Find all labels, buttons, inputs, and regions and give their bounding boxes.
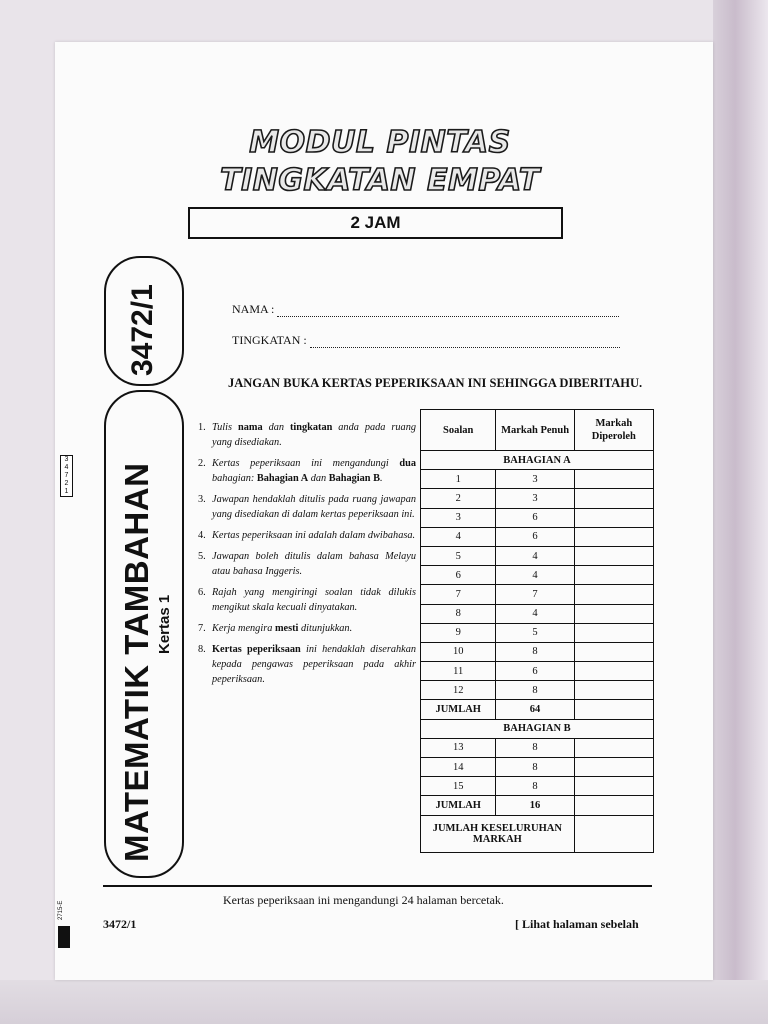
print-code: 2715-E	[58, 900, 64, 920]
paper-code-panel	[104, 256, 184, 386]
question-number: 1	[421, 470, 496, 489]
marks-obtained[interactable]	[574, 604, 653, 623]
duration-box: 2 JAM	[188, 207, 563, 239]
full-marks: 4	[496, 604, 574, 623]
marks-obtained[interactable]	[574, 796, 653, 815]
full-marks: 7	[496, 585, 574, 604]
table-row	[421, 642, 654, 661]
full-marks: 5	[496, 623, 574, 642]
instruction-text: Kertas peperiksaan ini adalah dalam dwibahasa.	[212, 530, 416, 541]
section-a-label: BAHAGIAN A	[421, 451, 654, 470]
table-row	[421, 738, 654, 757]
grand-total-obtained[interactable]	[574, 815, 653, 852]
table-row	[421, 758, 654, 777]
instruction-text: Tulis nama dan tingkatan anda pada ruang yang disediakan.	[212, 422, 416, 448]
marks-obtained[interactable]	[574, 508, 653, 527]
question-number: 6	[421, 566, 496, 585]
name-label: NAMA :	[232, 302, 275, 316]
instruction-number: 6.	[198, 587, 206, 598]
class-label: TINGKATAN :	[232, 333, 307, 347]
marks-obtained[interactable]	[574, 489, 653, 508]
subject-panel	[104, 390, 184, 878]
question-number: 10	[421, 642, 496, 661]
full-marks: 8	[496, 642, 574, 661]
marks-obtained[interactable]	[574, 681, 653, 700]
instruction-text: Jawapan boleh ditulis dalam bahasa Melayu atau bahasa Inggeris.	[212, 551, 416, 577]
full-marks: 6	[496, 662, 574, 681]
page-count-note: Kertas peperiksaan ini mengandungi 24 halaman bercetak.	[223, 893, 504, 907]
instruction-text: Jawapan hendaklah ditulis pada ruang jawapan yang disediakan di dalam kertas peperiksaan ini.	[212, 494, 416, 520]
next-page-note: [ Lihat halaman sebelah	[515, 917, 639, 931]
table-row	[421, 546, 654, 565]
full-marks: 4	[496, 566, 574, 585]
instruction-number: 7.	[198, 623, 206, 634]
instruction-item	[198, 549, 416, 579]
full-marks: 8	[496, 777, 574, 796]
question-number: 11	[421, 662, 496, 681]
side-code-char: 4	[64, 464, 69, 471]
full-marks: 6	[496, 508, 574, 527]
instruction-text: Kertas peperiksaan ini hendaklah diserahkan kepada pengawas peperiksaan pada akhir peperiksaan.	[212, 644, 417, 685]
question-number: 7	[421, 585, 496, 604]
full-marks: 8	[496, 738, 574, 757]
instruction-text: Rajah yang mengiringi soalan tidak dilukis mengikut skala kecuali dinyatakan.	[212, 587, 416, 613]
instruction-item	[198, 420, 416, 450]
instruction-number: 4.	[198, 530, 206, 541]
total-b: 16	[496, 796, 574, 815]
instruction-item	[198, 492, 416, 522]
instruction-item	[198, 585, 416, 615]
paper-number-vertical: Kertas 1	[156, 594, 173, 654]
table-row	[421, 585, 654, 604]
background-edge	[713, 0, 768, 1024]
instructions-list	[198, 420, 416, 693]
question-number: 3	[421, 508, 496, 527]
question-number: 13	[421, 738, 496, 757]
header-markah-diperoleh: Markah Diperoleh	[574, 410, 653, 451]
footer-rule	[103, 885, 652, 887]
marks-table	[420, 409, 654, 853]
full-marks: 3	[496, 489, 574, 508]
table-row	[421, 508, 654, 527]
marks-obtained[interactable]	[574, 527, 653, 546]
marks-obtained[interactable]	[574, 738, 653, 757]
side-code-char: 3	[64, 456, 69, 463]
section-a-row	[421, 451, 654, 470]
table-row	[421, 489, 654, 508]
grand-total-row	[421, 815, 654, 852]
class-field[interactable]	[232, 333, 620, 348]
background-bottom	[0, 980, 768, 1024]
marks-obtained[interactable]	[574, 758, 653, 777]
marks-obtained[interactable]	[574, 566, 653, 585]
instruction-number: 5.	[198, 551, 206, 562]
instruction-item	[198, 456, 416, 486]
full-marks: 4	[496, 546, 574, 565]
barcode-mark	[58, 926, 70, 948]
instruction-item	[198, 621, 416, 636]
instruction-number: 3.	[198, 494, 206, 505]
table-row	[421, 604, 654, 623]
total-a: 64	[496, 700, 574, 719]
title-line-1: MODUL PINTAS	[249, 125, 511, 160]
table-row	[421, 566, 654, 585]
question-number: 2	[421, 489, 496, 508]
marks-obtained[interactable]	[574, 623, 653, 642]
subject-vertical: MATEMATIK TAMBAHAN	[118, 462, 155, 862]
header-markah-penuh: Markah Penuh	[496, 410, 574, 451]
table-row	[421, 527, 654, 546]
table-row	[421, 681, 654, 700]
table-row	[421, 623, 654, 642]
name-line[interactable]	[277, 316, 619, 317]
instruction-text: Kerja mengira mesti ditunjukkan.	[212, 623, 353, 634]
footer-code: 3472/1	[103, 917, 137, 931]
instruction-number: 2.	[198, 458, 206, 469]
paper-code-vertical: 3472/1	[126, 284, 159, 376]
total-a-row	[421, 700, 654, 719]
instruction-number: 8.	[198, 644, 206, 655]
marks-obtained[interactable]	[574, 585, 653, 604]
total-label: JUMLAH	[421, 700, 496, 719]
instruction-number: 1.	[198, 422, 206, 433]
side-code-tab	[60, 455, 73, 497]
instruction-text: Kertas peperiksaan ini mengandungi dua bahagian: Bahagian A dan Bahagian B.	[212, 458, 416, 484]
question-number: 9	[421, 623, 496, 642]
question-number: 8	[421, 604, 496, 623]
marks-obtained[interactable]	[574, 777, 653, 796]
question-number: 14	[421, 758, 496, 777]
marks-obtained[interactable]	[574, 700, 653, 719]
question-number: 5	[421, 546, 496, 565]
side-code-char: 1	[64, 488, 69, 495]
question-number: 15	[421, 777, 496, 796]
marks-obtained[interactable]	[574, 546, 653, 565]
marks-obtained[interactable]	[574, 470, 653, 489]
header-soalan: Soalan	[421, 410, 496, 451]
warning-text: JANGAN BUKA KERTAS PEPERIKSAAN INI SEHINGGA DIBERITAHU.	[228, 376, 643, 390]
marks-obtained[interactable]	[574, 642, 653, 661]
section-b-label: BAHAGIAN B	[421, 719, 654, 738]
grand-total-label: JUMLAH KESELURUHAN MARKAH	[421, 815, 575, 852]
class-line[interactable]	[310, 347, 620, 348]
total-b-row	[421, 796, 654, 815]
name-field[interactable]	[232, 302, 619, 317]
side-code-char: 7	[64, 472, 69, 479]
section-b-row	[421, 719, 654, 738]
side-code-char: 2	[64, 480, 69, 487]
full-marks: 6	[496, 527, 574, 546]
full-marks: 8	[496, 681, 574, 700]
table-row	[421, 777, 654, 796]
table-row	[421, 470, 654, 489]
total-label: JUMLAH	[421, 796, 496, 815]
marks-obtained[interactable]	[574, 662, 653, 681]
instruction-item	[198, 528, 416, 543]
question-number: 4	[421, 527, 496, 546]
title-line-2: TINGKATAN EMPAT	[220, 163, 540, 198]
table-row	[421, 662, 654, 681]
question-number: 12	[421, 681, 496, 700]
full-marks: 3	[496, 470, 574, 489]
full-marks: 8	[496, 758, 574, 777]
instruction-item	[198, 642, 416, 687]
